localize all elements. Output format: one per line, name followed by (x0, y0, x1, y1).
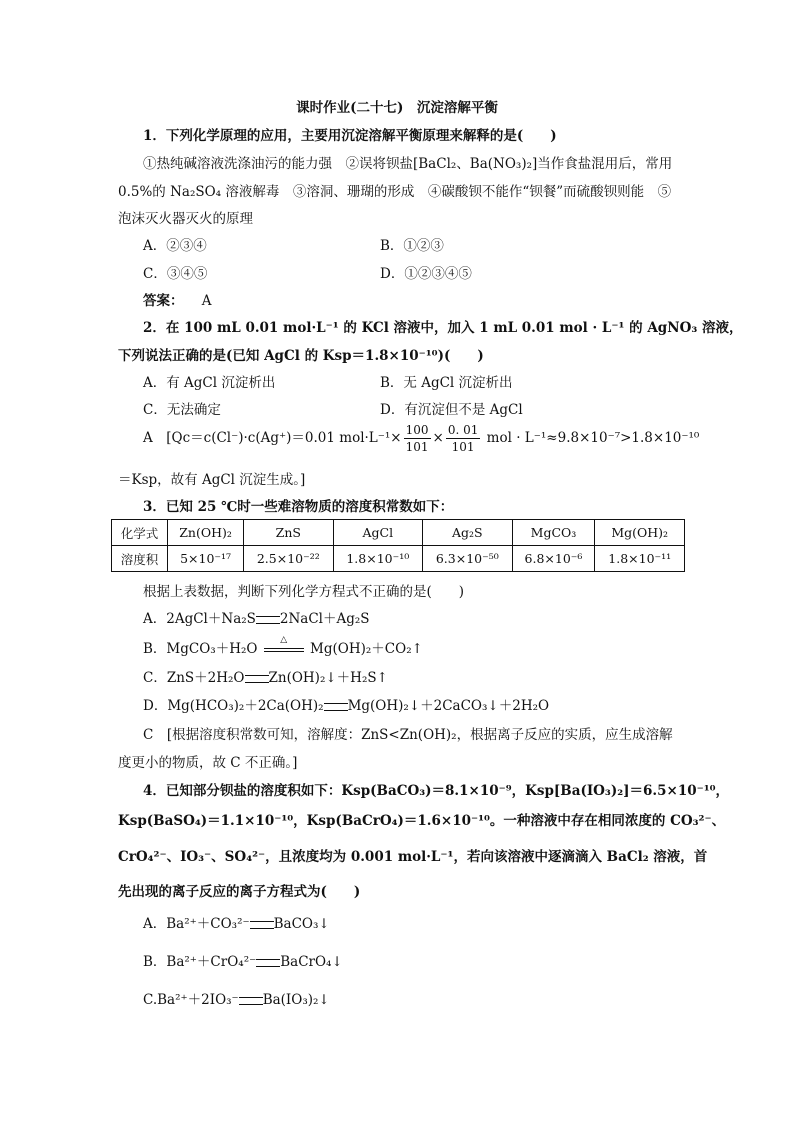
table-cell: 6.8×10⁻⁶ (512, 546, 595, 572)
answer-label: 答案： (143, 293, 184, 309)
table-cell: Zn(OH)₂ (168, 520, 244, 546)
q4-stem-line4: 先出现的离子反应的离子方程式为( ) (118, 884, 361, 900)
equals-sign (324, 703, 348, 711)
q3-option-b (143, 634, 423, 657)
q1-option-b: B．①②③ (380, 238, 444, 254)
q2-stem-line2: 下列说法正确的是(已知 AgCl 的 Ksp＝1.8×10⁻¹⁰)( ) (118, 348, 484, 364)
q2-solution-line2: ＝Ksp，故有 AgCl 沉淀生成。] (118, 472, 306, 488)
q1-stem: 1．下列化学原理的应用，主要用沉淀溶解平衡原理来解释的是( ) (143, 128, 557, 144)
q1-option-d: D．①②③④⑤ (380, 266, 472, 282)
fraction-1-num: 100 (405, 423, 429, 437)
equals-sign (250, 921, 274, 929)
table-cell: 6.3×10⁻⁵⁰ (423, 546, 513, 572)
table-cell: AgCl (333, 520, 423, 546)
q1-body-line1: ①热纯碱溶液洗涤油污的能力强 ②误将钡盐[BaCl₂、Ba(NO₃)₂]当作食盐混用后，常用 (143, 156, 673, 172)
q2-stem-line1: 2．在 100 mL 0.01 mol·L⁻¹ 的 KCl 溶液中，加入 1 mL 0.01 mol · L⁻¹ 的 AgNO₃ 溶液， (143, 320, 743, 336)
q4-option-a-left: A．Ba²⁺＋CO₃²⁻ (143, 916, 250, 932)
fraction-2-den: 101 (451, 440, 475, 454)
table-cell: ZnS (244, 520, 334, 546)
q3-option-a-left: A．2AgCl＋Na₂S (143, 611, 256, 627)
q4-option-c-left: C.Ba²⁺＋2IO₃⁻ (143, 992, 239, 1008)
table-cell: 溶度积 (112, 546, 168, 572)
fraction-2 (446, 422, 481, 455)
q2-option-b: B．无 AgCl 沉淀析出 (380, 375, 513, 391)
q3-solution-line1: C [根据溶度积常数可知，溶解度：ZnS<Zn(OH)₂，根据离子反应的实质，应生成溶解 (143, 727, 673, 743)
fraction-1-den: 101 (405, 440, 429, 454)
q4-stem-line1: 4．已知部分钡盐的溶度积如下：Ksp(BaCO₃)＝8.1×10⁻⁹，Ksp[Ba(IO₃)₂]＝6.5×10⁻¹⁰， (143, 783, 730, 799)
table-cell: 5×10⁻¹⁷ (168, 546, 244, 572)
q2-solution-post: mol · L⁻¹≈9.8×10⁻⁷>1.8×10⁻¹⁰ (482, 430, 700, 446)
q3-option-c (143, 666, 388, 686)
table-row (112, 546, 685, 572)
q2-option-a: A．有 AgCl 沉淀析出 (143, 375, 276, 391)
q4-option-c-right: Ba(IO₃)₂↓ (262, 992, 330, 1008)
q2-solution-pre: A [Qc＝c(Cl⁻)·c(Ag⁺)＝0.01 mol·L⁻¹× (143, 430, 402, 446)
q4-option-a-right: BaCO₃↓ (273, 916, 330, 932)
q3-option-a (143, 607, 370, 627)
q4-stem-line3: CrO₄²⁻、IO₃⁻、SO₄²⁻，且浓度均为 0.001 mol·L⁻¹，若向该溶液中逐滴滴入 BaCl₂ 溶液，首 (118, 849, 708, 865)
q4-option-b-left: B．Ba²⁺＋CrO₄²⁻ (143, 954, 257, 970)
q3-stem: 3．已知 25 ℃时一些难溶物质的溶度积常数如下： (143, 499, 454, 515)
q3-solution-line2: 度更小的物质，故 C 不正确。] (118, 755, 298, 771)
q3-option-b-left: B．MgCO₃＋H₂O (143, 641, 258, 657)
fraction-2-num: 0. 01 (447, 423, 479, 437)
table-cell: 化学式 (112, 520, 168, 546)
q3-option-d-left: D．Mg(HCO₃)₂＋2Ca(OH)₂ (143, 698, 324, 714)
equals-sign (256, 616, 280, 624)
q1-body-line3: 泡沫灭火器灭火的原理 (118, 211, 253, 227)
q2-option-c: C．无法确定 (143, 402, 221, 418)
q3-option-c-right: Zn(OH)₂↓＋H₂S↑ (268, 670, 388, 686)
q2-option-d: D．有沉淀但不是 AgCl (380, 402, 523, 418)
q4-stem-line2: Ksp(BaSO₄)＝1.1×10⁻¹⁰，Ksp(BaCrO₄)＝1.6×10⁻¹⁰。一种溶液中存在相同浓度的 CO₃²⁻、 (118, 813, 726, 829)
table-cell: 1.8×10⁻¹⁰ (333, 546, 423, 572)
q3-option-d (143, 694, 549, 714)
q4-option-b (143, 950, 343, 970)
q4-option-c (143, 988, 330, 1008)
heat-equals-sign (262, 634, 306, 656)
q4-option-a (143, 912, 330, 932)
ksp-table (111, 519, 685, 572)
table-header-row (112, 520, 685, 546)
page-title: 课时作业(二十七) 沉淀溶解平衡 (296, 100, 498, 116)
q2-solution-line1: A [Qc＝c(Cl⁻)·c(Ag⁺)＝0.01 mol·L⁻¹× $\frac{100}{101}$ × $\frac{0. 01}{101}$ mol · L⁻¹≈9.8×10⁻⁷>1.8×10⁻¹⁰ (143, 423, 700, 454)
q1-body-line2: 0.5%的 Na₂SO₄ 溶液解毒 ③溶洞、珊瑚的形成 ④碳酸钡不能作“钡餐”而硫酸钡则能 ⑤ (118, 184, 672, 200)
table-cell: 1.8×10⁻¹¹ (595, 546, 685, 572)
table-cell: Ag₂S (423, 520, 513, 546)
q3-option-c-left: C．ZnS＋2H₂O (143, 670, 245, 686)
q4-option-b-right: BaCrO₄↓ (280, 954, 343, 970)
q3-option-b-right: Mg(OH)₂＋CO₂↑ (310, 641, 423, 657)
table-cell: MgCO₃ (512, 520, 595, 546)
q3-option-d-right: Mg(OH)₂↓＋2CaCO₃↓＋2H₂O (347, 698, 550, 714)
equals-sign (245, 675, 269, 683)
equals-sign (256, 959, 280, 967)
table-cell: 2.5×10⁻²² (244, 546, 334, 572)
fraction-1 (404, 422, 431, 455)
q3-option-a-right: 2NaCl＋Ag₂S (279, 611, 370, 627)
q3-ask: 根据上表数据，判断下列化学方程式不正确的是( ) (143, 584, 465, 600)
q1-option-a: A．②③④ (143, 238, 207, 254)
answer-value: A (201, 293, 212, 309)
q1-option-c: C．③④⑤ (143, 266, 208, 282)
heat-triangle: △ (280, 634, 288, 645)
q1-answer (143, 289, 212, 309)
table-cell: Mg(OH)₂ (595, 520, 685, 546)
equals-sign (239, 997, 263, 1005)
